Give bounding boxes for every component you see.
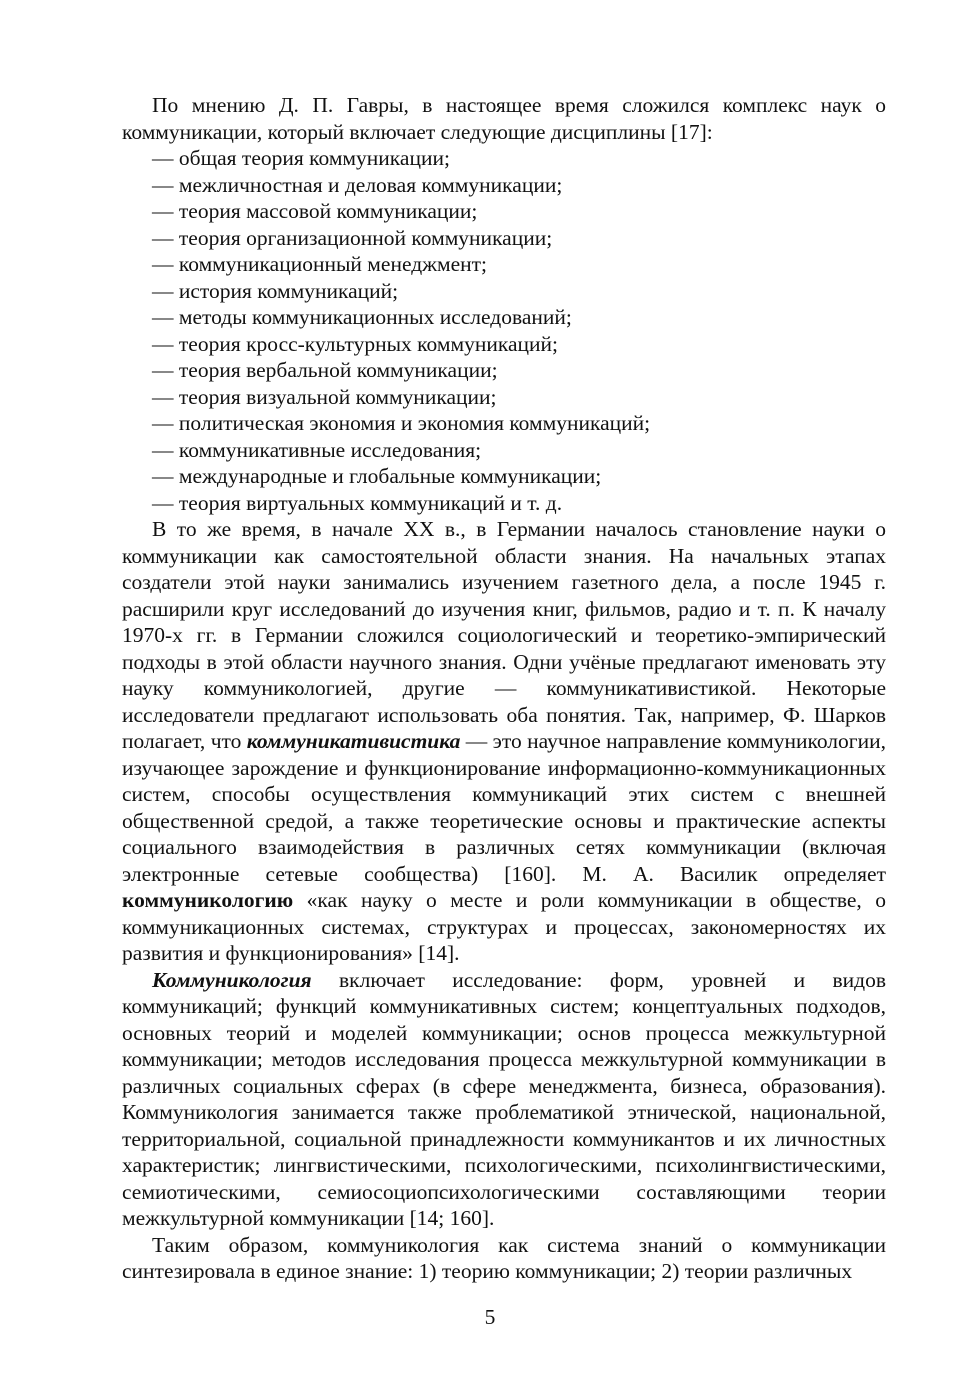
term-kommunikologiya: Коммуникология [152,967,312,992]
conclusion-paragraph: Таким образом, коммуникология как система знаний о коммуникации синтезировала в единое знание: 1) теорию коммуникации; 2) теории различных [122,1232,886,1283]
list-dash: — [152,305,179,329]
list-item [122,463,886,490]
page-body [122,92,886,1285]
history-text-3: «как науку о месте и роли коммуникации в обществе, о коммуникационных системах, структурах и процессах, закономерностях их развития и функционирования» [14]. [122,888,886,965]
list-dash: — [152,384,179,409]
scope-paragraph [122,967,886,1232]
list-dash: — [152,411,179,435]
term-kommunikologiyu: коммуникологию [122,888,294,912]
list-item-text: методы коммуникационных исследований; [178,305,572,329]
list-dash: — [152,437,179,462]
list-dash: — [152,331,179,356]
intro-paragraph: По мнению Д. П. Гавры, в настоящее время сложился комплекс наук о коммуникации, который включает следующие дисциплины [17]: [122,93,886,144]
list-item [122,145,886,172]
list-item-text: теория визуальной коммуникации; [178,384,497,409]
list-item [122,357,886,384]
history-paragraph [122,516,886,967]
list-item-text: теория организационной коммуникации; [178,225,553,250]
list-item [122,437,886,464]
list-dash: — [152,199,179,223]
list-item-text: коммуникативные исследования; [178,437,482,462]
list-item-text: теория массовой коммуникации; [178,199,478,223]
list-dash: — [152,225,179,250]
list-item-text: теория виртуальных коммуникаций и т. д. [178,490,563,515]
list-item [122,198,886,225]
list-item [122,384,886,411]
history-text-2: — это научное направление коммуникологии, изучающее зарождение и функционирование информационно-коммуникационных систем, способы осуществления коммуникаций этих систем с внешней общественной средой, а также теоретические основы и практические аспекты социального взаимодействия в различных сетях коммуникации (включая электронные сетевые сообщества) [160]. М. А. Василик определяет [122,729,886,886]
list-dash: — [152,490,179,515]
list-item [122,172,886,199]
list-item [122,278,886,305]
list-dash: — [152,146,179,170]
list-dash: — [152,172,179,197]
list-item [122,410,886,437]
list-item [122,331,886,358]
list-item [122,251,886,278]
list-item [122,304,886,331]
list-item-text: межличностная и деловая коммуникации; [178,172,563,197]
list-dash: — [152,464,179,488]
list-item-text: история коммуникаций; [178,278,399,303]
page-number: 5 [484,1305,496,1329]
list-item [122,490,886,517]
list-dash: — [152,252,179,276]
term-kommunikativistika: коммуникативистика [246,729,461,753]
list-item-text: коммуникационный менеджмент; [178,252,488,276]
list-dash: — [152,358,179,382]
list-item-text: теория вербальной коммуникации; [178,358,498,382]
history-text-1: В то же время, в начале XX в., в Германии началось становление науки о коммуникации как самостоятельной области знания. На начальных этапах создатели этой науки занимались изучением газетного дела, а после 1945 г. расширили круг исследований до изучения книг, фильмов, радио и т. п. К началу 1970-х гг. в Германии сложился социологический и теоретико-эмпирический подходы в этой области научного знания. Одни учёные предлагают именовать эту науку коммуникологией, другие — коммуникативистикой. Некоторые исследователи предлагают использовать оба понятия. Так, например, Ф. Шарков полагает, что [122,517,886,753]
list-item-text: политическая экономия и экономия коммуникаций; [178,411,651,435]
list-item-text: общая теория коммуникации; [178,146,450,170]
scope-text: включает исследование: форм, уровней и видов коммуникаций; функций коммуникативных систем; концептуальных подходов, основных теорий и моделей коммуникации; основ процесса межкультурной коммуникации; методов исследования процесса межкультурной коммуникации в различных социальных сферах (в сфере менеджмента, бизнеса, образования). Коммуникология занимается также проблематикой этнической, национальной, территориальной, социальной принадлежности коммуникантов и их личностных характеристик; лингвистическими, психологическими, психолингвистическими, семиотическими, семиосоциопсихологическими составляющими теории межкультурной коммуникации [14; 160]. [122,967,886,1230]
list-item-text: теория кросс-культурных коммуникаций; [178,331,558,356]
list-dash: — [152,278,179,303]
list-item [122,225,886,252]
list-item-text: международные и глобальные коммуникации; [178,464,602,488]
disciplines-list [122,145,886,516]
